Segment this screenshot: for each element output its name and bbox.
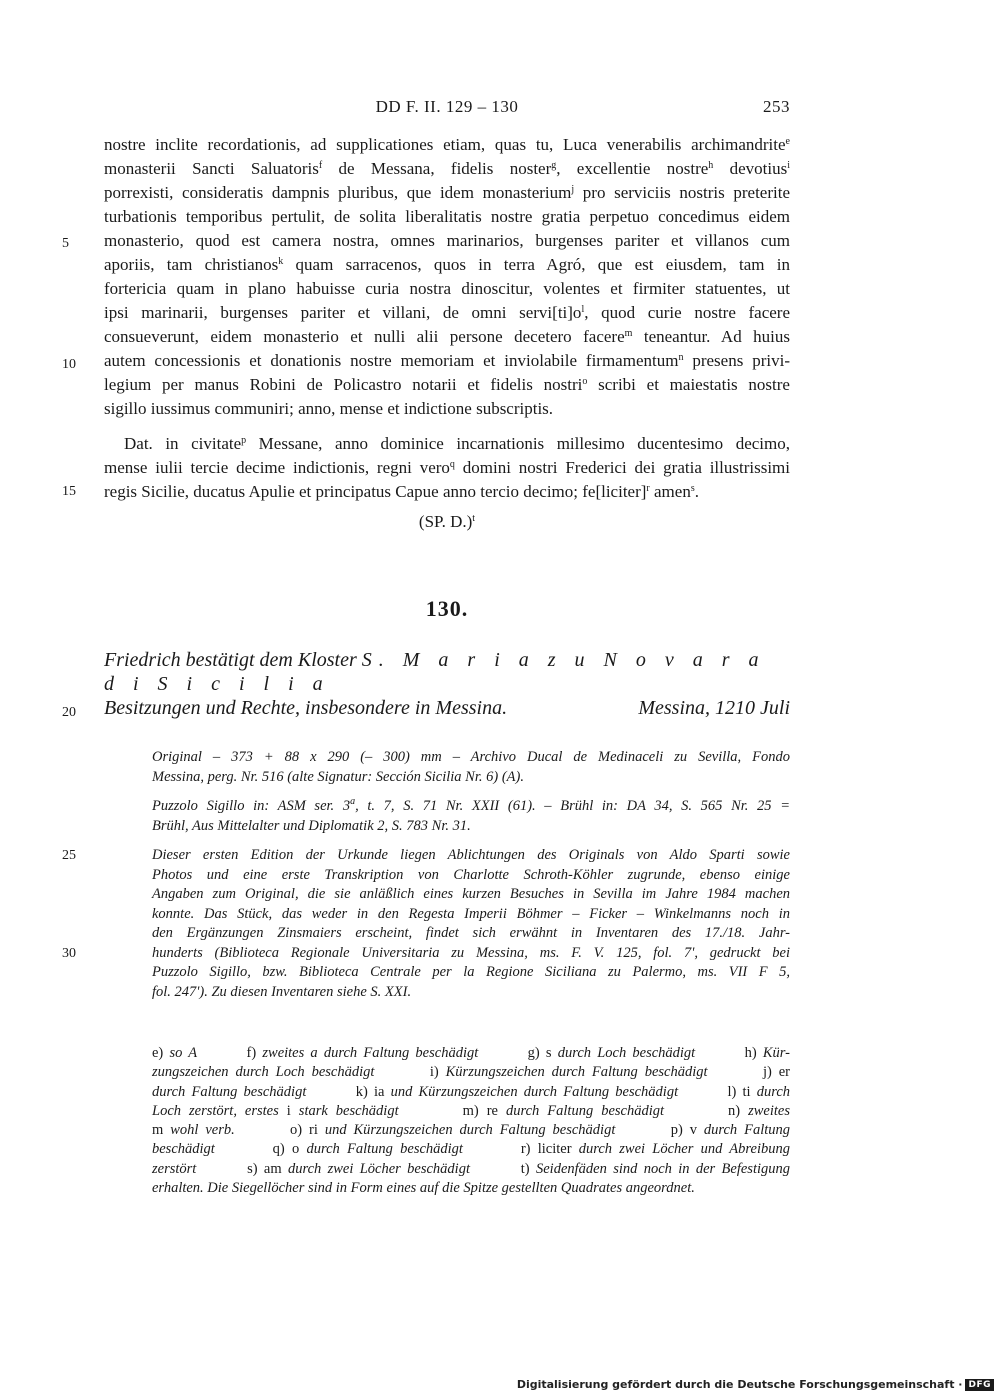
line-number: 20 xyxy=(62,705,76,720)
text-line: monasterio, quod est camera nostra, omnes marinarios, burgenses pariter et villanos cum xyxy=(104,231,790,250)
note-line: den Ergänzungen Zinsmaiers erscheint, findet sich erwähnt in Inventaren des 17./18. Jahr- xyxy=(152,925,790,941)
line-number: 15 xyxy=(62,484,76,499)
literature-note xyxy=(152,797,790,836)
page-number: 253 xyxy=(763,97,790,116)
apparatus-line: erhalten. Die Siegellöcher sind in Form eines auf die Spitze gestellten Quadrates angeordnet. xyxy=(152,1180,695,1197)
apparatus-line: m wohl verb. o) ri und Kürzungszeichen durch Faltung beschädigt p) v durch Faltung xyxy=(152,1122,790,1139)
regest-line-1: Friedrich bestätigt dem Kloster S. M a r i a z u N o v a r a d i S i c i l i a xyxy=(104,649,766,695)
note-line: Original – 373 + 88 x 290 (– 300) mm – Archivo Ducal de Medinaceli zu Sevilla, Fondo xyxy=(152,749,790,765)
dfg-logo: DFG xyxy=(965,1379,994,1391)
text-line: legium per manus Robini de Policastro notarii et fidelis nostri$^o$ scribi et maiestatis nostre xyxy=(104,375,790,394)
funding-footer xyxy=(517,1378,994,1391)
note-line: Puzzolo Sigillo, bzw. Biblioteca Centrale per la Regione Siciliana zu Palermo, ms. VII F 5, xyxy=(152,964,790,980)
charter-text xyxy=(104,133,790,421)
document-number: 130. xyxy=(425,596,469,621)
text-line: porrexisti, consideratis dampnis pluribus, que idem monasterium$^j$ pro serviciis nostris preterite xyxy=(104,183,791,202)
tradition-note xyxy=(152,748,790,787)
apparatus-line: Loch zerstört, erstes i stark beschädigt m) re durch Faltung beschädigt n) zweites xyxy=(152,1102,790,1119)
text-line: turbationis temporibus pertulit, de solita liberalitatis nostre gratia perpetuo concedimus eidem xyxy=(104,207,790,226)
text-line: Dat. in civitate$^p$ Messane, anno dominice incarnationis millesimo ducentesimo decimo, xyxy=(124,434,790,453)
dating-clause xyxy=(104,432,790,504)
text-line: aporiis, tam christianos$^k$ quam sarracenos, quos in terra Agró, que est eiusdem, tam in xyxy=(104,255,790,274)
regest xyxy=(104,648,790,720)
regest-line-2: Besitzungen und Rechte, insbesondere in Messina. xyxy=(104,697,508,719)
note-line: fol. 247'). Zu diesen Inventaren siehe S. XXI. xyxy=(152,983,412,1000)
text-line: mense iulii tercie decime indictionis, regni vero$^q$ domini nostri Frederici dei gratia illustrissimi xyxy=(104,458,791,477)
note-line: Messina, perg. Nr. 516 (alte Signatur: Sección Sicilia Nr. 6) (A). xyxy=(152,768,524,785)
seal-mark: (SP. D.)$^t$ xyxy=(418,512,476,531)
running-head-title: DD F. II. 129 – 130 xyxy=(375,97,519,116)
note-line: Dieser ersten Edition der Urkunde liegen Ablichtungen des Originals von Aldo Sparti sowie xyxy=(152,847,790,863)
text-line: autem concessionis et donationis nostre memoriam et inviolabile firmamentum$^n$ presens privi- xyxy=(104,351,790,370)
line-number: 30 xyxy=(62,946,76,961)
footer-text: Digitalisierung gefördert durch die Deutsche Forschungsgemeinschaft · xyxy=(516,1378,963,1391)
apparatus-line: zerstört s) am durch zwei Löcher beschädigt t) Seidenfäden sind noch in der Befestigung xyxy=(152,1160,791,1177)
apparatus-line: durch Faltung beschädigt k) ia und Kürzungszeichen durch Faltung beschädigt l) ti durch xyxy=(152,1083,791,1100)
text-line: sigillo iussimus communiri; anno, mense et indictione subscriptis. xyxy=(104,399,554,418)
note-line: hunderts (Biblioteca Regionale Universitaria zu Messina, ms. F. V. 125, fol. 7', gedruckt bei xyxy=(152,944,790,961)
commentary-note xyxy=(152,846,790,1002)
note-line: Photos und eine erste Transkription von Charlotte Schroth-Köhler zugrunde, ebenso einige xyxy=(152,866,790,883)
apparatus-line: zungszeichen durch Loch beschädigt i) Kürzungszeichen durch Faltung beschädigt j) er xyxy=(152,1064,791,1081)
apparatus-line: e) so A f) zweites a durch Faltung beschädigt g) s durch Loch beschädigt h) Kür- xyxy=(152,1045,790,1061)
text-line: ipsi marinarii, burgenses pariter et villani, de omni $servi[ti]o^l$, quod curie nostre facere xyxy=(104,303,790,322)
apparatus-line: beschädigt q) o durch Faltung beschädigt r) liciter durch zwei Löcher und Abreibung xyxy=(152,1141,790,1158)
note-line: Angaben zum Original, die sie anläßlich eines kurzen Besuches in Sevilla im Jahre 1984 machen xyxy=(152,886,790,902)
text-line: consueverunt, eidem monasterio et nulli alii persone decetero facere$^m$ teneantur. Ad huius xyxy=(104,327,790,346)
note-line: konnte. Das Stück, das weder in den Regesta Imperii Böhmer – Ficker – Winkelmanns noch in xyxy=(152,905,790,922)
note-line: Brühl, Aus Mittelalter und Diplomatik 2, S. 783 Nr. 31. xyxy=(152,817,471,834)
text-line: fortericia quam in plano habuisse curia nostra dinoscitur, volentes et firmiter statuentes, ut xyxy=(104,279,790,298)
line-number: 25 xyxy=(62,848,76,863)
regest-date: Messina, 1210 Juli xyxy=(638,697,790,719)
critical-apparatus xyxy=(152,1044,790,1198)
text-line: nostre inclite recordationis, ad supplicationes etiam, quas tu, Luca venerabilis archimandrite$^e$ xyxy=(104,135,790,154)
text-line: regis Sicilie, ducatus Apulie et principatus Capue anno tercio decimo; fe[liciter]$^r$ amen$^s$. xyxy=(104,482,699,501)
line-number: 10 xyxy=(62,357,76,372)
line-number: 5 xyxy=(62,236,69,251)
text-line: monasterii Sancti Saluatoris$^f$ de Messana, fidelis noster$^g$, excellentie nostre$^h$ devotius$^i$ xyxy=(104,159,790,178)
note-line: Puzzolo Sigillo in: ASM ser. 3$^a$, t. 7, S. 71 Nr. XXII (61). – Brühl in: DA 34, S. 565 Nr. 25 = xyxy=(152,796,790,814)
